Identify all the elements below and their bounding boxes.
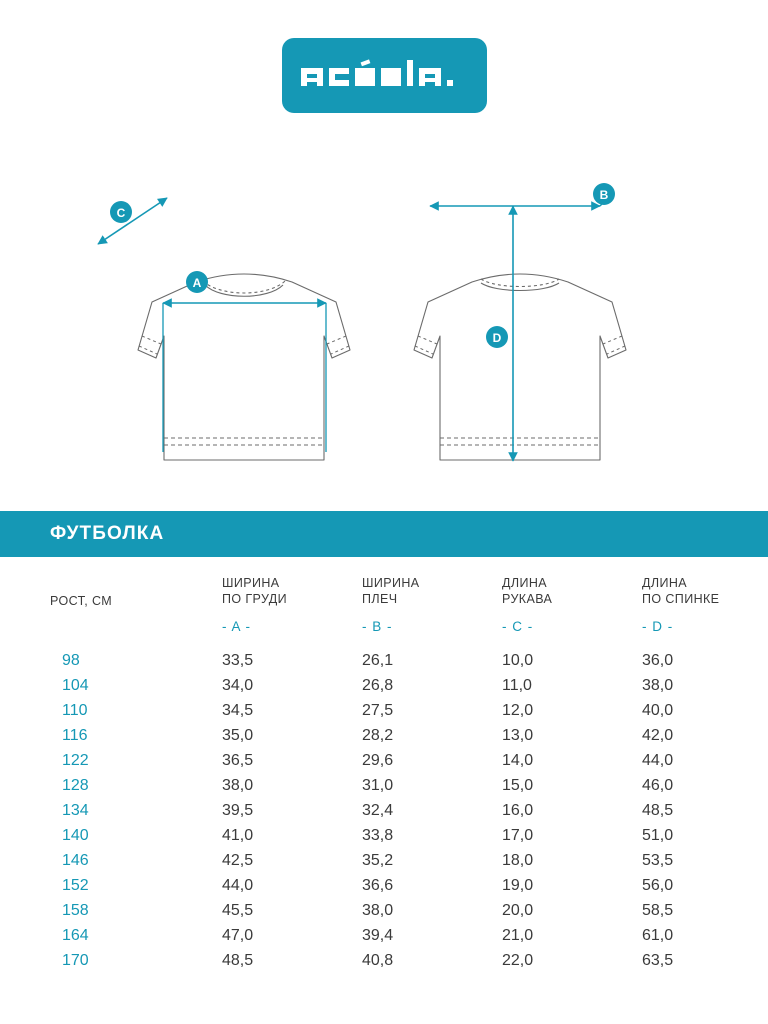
svg-text:A: A: [192, 276, 202, 290]
cell-sleeve: 20,0: [502, 902, 534, 919]
cell-chest: 44,0: [222, 877, 254, 894]
header-height: РОСТ, СМ: [50, 594, 113, 608]
table-row: [0, 848, 768, 873]
header-chest-width: ШИРИНА ПО ГРУДИ: [222, 576, 288, 606]
table-row: [0, 798, 768, 823]
section-title-band: [0, 511, 768, 557]
letter-height: [0, 609, 208, 648]
cell-shoulder: 35,2: [362, 852, 394, 869]
cell-chest: 35,0: [222, 727, 254, 744]
cell-back: 48,5: [642, 802, 674, 819]
table-header-row: [0, 557, 768, 609]
cell-height: 158: [62, 902, 89, 919]
letter-c: - C -: [502, 619, 534, 634]
cell-chest: 47,0: [222, 927, 254, 944]
table-letter-row: [0, 609, 768, 648]
section-title: ФУТБОЛКА: [50, 523, 165, 544]
tshirt-diagram: [0, 150, 768, 495]
cell-sleeve: 21,0: [502, 927, 534, 944]
cell-back: 56,0: [642, 877, 674, 894]
table-row: [0, 873, 768, 898]
cell-chest: 33,5: [222, 652, 254, 669]
cell-shoulder: 29,6: [362, 752, 394, 769]
letter-d: - D -: [642, 619, 674, 634]
acoola-wordmark-icon: [299, 56, 471, 96]
table-row: [0, 923, 768, 948]
header-shoulder-width: ШИРИНА ПЛЕЧ: [362, 576, 420, 606]
cell-shoulder: 33,8: [362, 827, 394, 844]
cell-height: 104: [62, 677, 89, 694]
cell-chest: 34,5: [222, 702, 254, 719]
cell-height: 98: [62, 652, 80, 669]
cell-height: 170: [62, 952, 89, 969]
cell-back: 61,0: [642, 927, 674, 944]
header-sleeve-length: ДЛИНА РУКАВА: [502, 576, 553, 606]
cell-shoulder: 27,5: [362, 702, 394, 719]
cell-back: 40,0: [642, 702, 674, 719]
cell-sleeve: 12,0: [502, 702, 534, 719]
cell-chest: 36,5: [222, 752, 254, 769]
cell-height: 152: [62, 877, 89, 894]
cell-shoulder: 40,8: [362, 952, 394, 969]
size-table-wrap: [0, 557, 768, 973]
table-row: [0, 898, 768, 923]
cell-back: 58,5: [642, 902, 674, 919]
header-back-length: ДЛИНА ПО СПИНКЕ: [642, 576, 720, 606]
table-row: [0, 748, 768, 773]
cell-height: 164: [62, 927, 89, 944]
cell-chest: 34,0: [222, 677, 254, 694]
cell-shoulder: 38,0: [362, 902, 394, 919]
cell-chest: 39,5: [222, 802, 254, 819]
cell-back: 63,5: [642, 952, 674, 969]
size-table: [0, 557, 768, 973]
table-row: [0, 723, 768, 748]
cell-height: 116: [62, 727, 88, 744]
cell-height: 128: [62, 777, 89, 794]
table-row: [0, 823, 768, 848]
cell-back: 36,0: [642, 652, 674, 669]
table-row: [0, 648, 768, 673]
table-body: [0, 648, 768, 973]
table-row: [0, 673, 768, 698]
svg-text:B: B: [599, 188, 609, 202]
cell-chest: 41,0: [222, 827, 254, 844]
cell-height: 134: [62, 802, 89, 819]
cell-height: 122: [62, 752, 89, 769]
cell-height: 110: [62, 702, 88, 719]
cell-back: 42,0: [642, 727, 674, 744]
cell-back: 38,0: [642, 677, 674, 694]
cell-shoulder: 28,2: [362, 727, 394, 744]
table-row: [0, 698, 768, 723]
letter-a: - A -: [222, 619, 252, 634]
cell-height: 140: [62, 827, 89, 844]
letter-b: - B -: [362, 619, 393, 634]
cell-sleeve: 16,0: [502, 802, 534, 819]
cell-sleeve: 15,0: [502, 777, 534, 794]
cell-sleeve: 22,0: [502, 952, 534, 969]
cell-sleeve: 13,0: [502, 727, 534, 744]
svg-text:C: C: [116, 206, 126, 220]
cell-sleeve: 14,0: [502, 752, 534, 769]
cell-shoulder: 31,0: [362, 777, 394, 794]
cell-chest: 42,5: [222, 852, 254, 869]
cell-height: 146: [62, 852, 89, 869]
cell-shoulder: 26,1: [362, 652, 394, 669]
cell-back: 44,0: [642, 752, 674, 769]
cell-chest: 48,5: [222, 952, 254, 969]
cell-shoulder: 26,8: [362, 677, 394, 694]
cell-sleeve: 17,0: [502, 827, 534, 844]
svg-text:D: D: [492, 331, 502, 345]
cell-chest: 38,0: [222, 777, 254, 794]
cell-back: 46,0: [642, 777, 674, 794]
cell-sleeve: 18,0: [502, 852, 534, 869]
cell-sleeve: 19,0: [502, 877, 534, 894]
cell-chest: 45,5: [222, 902, 254, 919]
brand-logo: [282, 38, 487, 113]
cell-back: 53,5: [642, 852, 674, 869]
cell-shoulder: 36,6: [362, 877, 394, 894]
cell-shoulder: 32,4: [362, 802, 394, 819]
table-row: [0, 773, 768, 798]
cell-sleeve: 10,0: [502, 652, 534, 669]
cell-shoulder: 39,4: [362, 927, 394, 944]
cell-back: 51,0: [642, 827, 674, 844]
table-row: [0, 948, 768, 973]
cell-sleeve: 11,0: [502, 677, 532, 694]
